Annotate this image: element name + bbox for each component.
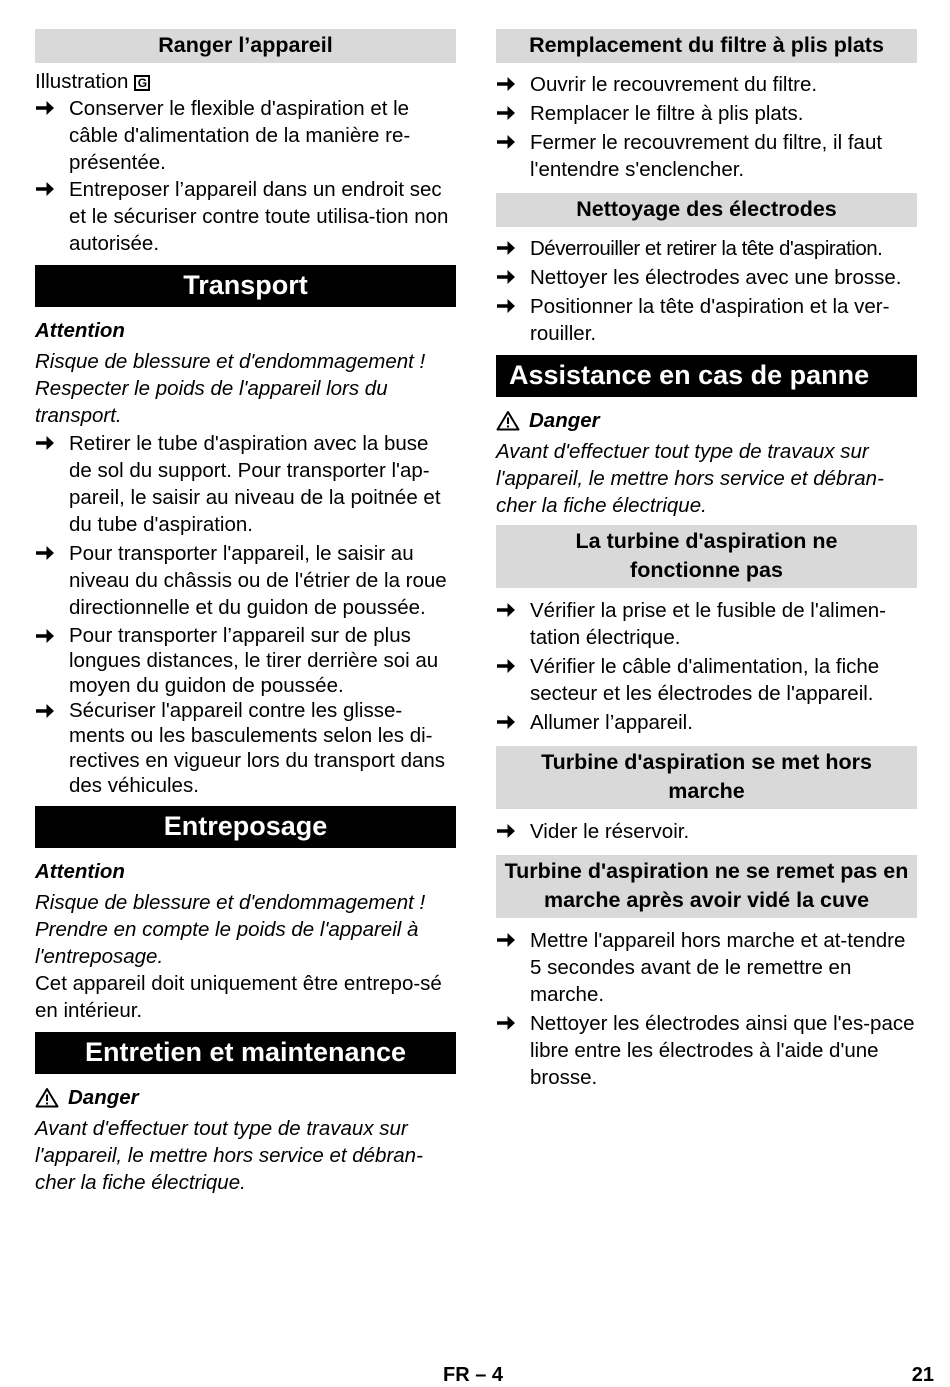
list-item-text: Ouvrir le recouvrement du filtre. (530, 73, 818, 96)
list-item-text: Remplacer le filtre à plis plats. (530, 102, 804, 125)
attention-label: Attention (35, 319, 125, 342)
left-column (35, 29, 456, 1196)
danger-text: Avant d'effectuer tout type de travaux sur l'appareil, le mettre hors service et débran-cher la fiche électrique. (496, 440, 884, 517)
danger-heading (35, 1084, 456, 1111)
footer-language-page: FR – 4 (443, 1364, 504, 1386)
arrow-right-icon (496, 1010, 530, 1091)
arrow-right-icon (496, 818, 530, 845)
list-item-text: Vider le réservoir. (530, 820, 690, 843)
section-heading-ranger: Ranger l’appareil (35, 29, 456, 63)
warning-triangle-icon (35, 1087, 59, 1108)
arrow-right-icon (496, 235, 530, 262)
warning-triangle-icon (496, 410, 520, 431)
danger-label: Danger (68, 1086, 139, 1109)
arrow-right-icon (496, 100, 530, 127)
section-heading-filtre: Remplacement du filtre à plis plats (496, 29, 917, 63)
list-item-text: Pour transporter l’appareil sur de plus longues distances, le tirer derrière soi au moyen du guidon de poussée. (69, 624, 439, 697)
arrow-right-icon (35, 540, 69, 621)
arrow-right-icon (496, 927, 530, 1008)
arrow-right-icon (496, 264, 530, 291)
list-item (35, 95, 456, 176)
section-heading-transport: Transport (35, 265, 456, 307)
danger-text: Avant d'effectuer tout type de travaux sur l'appareil, le mettre hors service et débran-cher la fiche électrique. (35, 1117, 423, 1194)
list-item-text: Conserver le flexible d'aspiration et le câble d'alimentation de la manière re-présentée. (69, 97, 411, 174)
danger-label: Danger (529, 409, 600, 432)
section-heading-turbine-off: La turbine d'aspiration ne fonctionne pas (496, 525, 917, 588)
list-item-text: Pour transporter l'appareil, le saisir au niveau du châssis ou de l'étrier de la roue directionnelle et du guidon de poussée. (69, 542, 447, 619)
list-item (35, 176, 456, 257)
list-item-text: Sécuriser l'appareil contre les glisse-ments ou les basculements selon les di-rectives en vigueur lors du transport dans des véhicules. (69, 699, 446, 797)
list-item (35, 430, 456, 538)
danger-heading (496, 407, 917, 434)
list-item-text: Positionner la tête d'aspiration et la ver-rouiller. (530, 295, 890, 345)
list-item-text: Retirer le tube d'aspiration avec la buse de sol du support. Pour transporter l'ap-pareil, le saisir au niveau de la poitnée et du tube d'aspiration. (69, 432, 441, 536)
storage-note: Cet appareil doit uniquement être entrepo-sé en intérieur. (35, 972, 442, 1022)
list-item-text: Mettre l'appareil hors marche et at-tendre 5 secondes avant de le remettre en marche. (530, 929, 906, 1006)
attention-label: Attention (35, 860, 125, 883)
right-column (496, 29, 917, 1091)
list-item (496, 293, 917, 347)
list-item (35, 623, 456, 698)
list-item (496, 1010, 917, 1091)
list-item-text: Fermer le recouvrement du filtre, il faut l'entendre s'enclencher. (530, 131, 883, 181)
arrow-right-icon (35, 698, 69, 798)
list-item-text: Vérifier le câble d'alimentation, la fiche secteur et les électrodes de l'appareil. (530, 655, 880, 705)
list-item-text: Entreposer l’appareil dans un endroit sec et le sécuriser contre toute utilisa-tion non autorisée. (69, 178, 449, 255)
arrow-right-icon (496, 653, 530, 707)
section-heading-electrodes: Nettoyage des électrodes (496, 193, 917, 227)
section-heading-entretien: Entretien et maintenance (35, 1032, 456, 1074)
list-item (496, 71, 917, 98)
arrow-right-icon (496, 709, 530, 736)
list-item (35, 540, 456, 621)
list-item (496, 235, 917, 262)
arrow-right-icon (496, 293, 530, 347)
arrow-right-icon (496, 71, 530, 98)
section-heading-turbine-restart: Turbine d'aspiration ne se remet pas en marche après avoir vidé la cuve (496, 855, 917, 918)
illustration-reference (35, 68, 456, 95)
arrow-right-icon (35, 623, 69, 698)
list-item (496, 927, 917, 1008)
list-item (496, 653, 917, 707)
section-heading-turbine-stop: Turbine d'aspiration se met hors marche (496, 746, 917, 809)
list-item-text: Déverrouiller et retirer la tête d'aspiration. (530, 237, 883, 260)
illustration-label: Illustration (35, 70, 129, 93)
arrow-right-icon (496, 129, 530, 183)
arrow-right-icon (496, 597, 530, 651)
arrow-right-icon (35, 95, 69, 176)
list-item (496, 597, 917, 651)
list-item-text: Allumer l’appareil. (530, 711, 693, 734)
section-heading-entreposage: Entreposage (35, 806, 456, 848)
list-item (496, 709, 917, 736)
arrow-right-icon (35, 430, 69, 538)
list-item-text: Vérifier la prise et le fusible de l'alimen-tation électrique. (530, 599, 886, 649)
arrow-right-icon (35, 176, 69, 257)
list-item (496, 129, 917, 183)
list-item-text: Nettoyer les électrodes avec une brosse. (530, 266, 902, 289)
page-number: 21 (911, 1364, 934, 1386)
list-item-text: Nettoyer les électrodes ainsi que l'es-pace libre entre les électrodes à l'aide d'une brosse. (530, 1012, 915, 1089)
list-item (496, 264, 917, 291)
attention-text: Risque de blessure et d'endommagement ! Respecter le poids de l'appareil lors du transport. (35, 350, 426, 427)
list-item (496, 818, 917, 845)
section-heading-assistance: Assistance en cas de panne (496, 355, 917, 397)
list-item (496, 100, 917, 127)
list-item (35, 698, 456, 798)
illustration-g-box-icon: G (134, 75, 150, 91)
attention-text: Risque de blessure et d'endommagement ! Prendre en compte le poids de l'appareil à l'entreposage. (35, 891, 426, 968)
